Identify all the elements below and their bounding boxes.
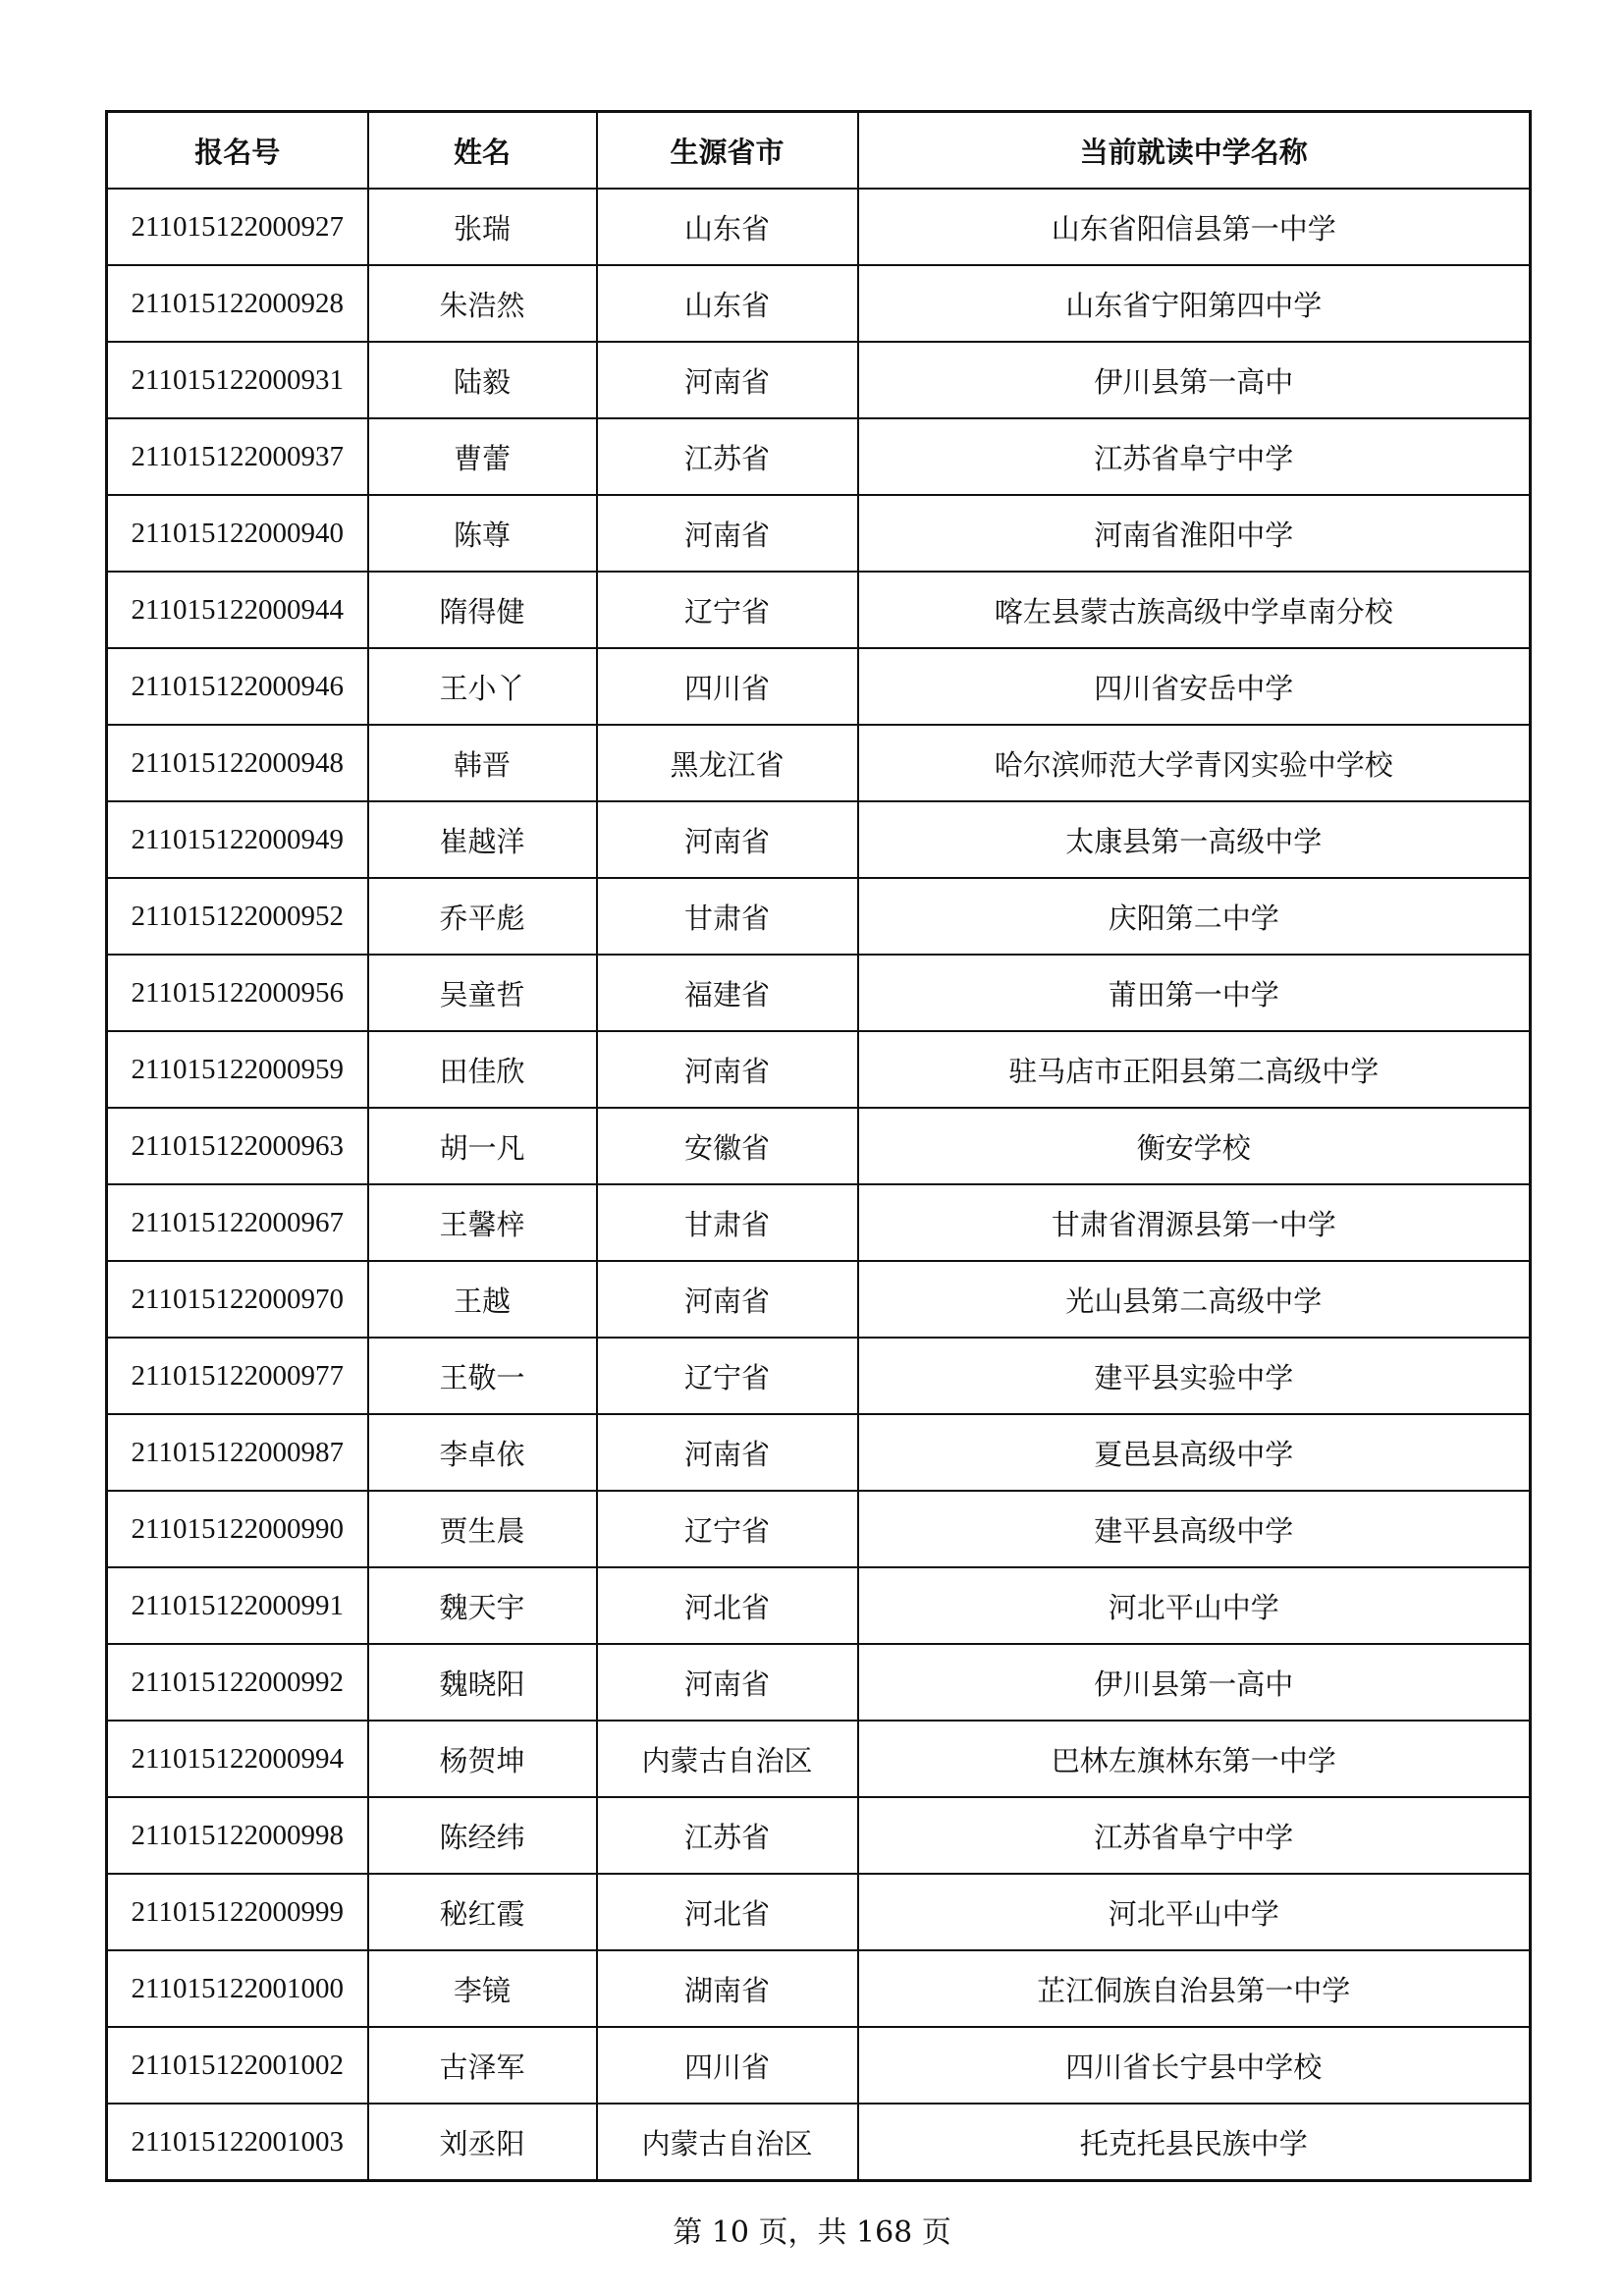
cell-registration-number: 211015122000944 <box>107 572 368 648</box>
cell-school-name: 四川省安岳中学 <box>858 648 1531 725</box>
cell-province: 河南省 <box>597 495 858 572</box>
cell-registration-number: 211015122000959 <box>107 1031 368 1108</box>
cell-student-name: 魏天宇 <box>368 1567 597 1644</box>
table-row <box>107 648 1531 725</box>
table-header <box>107 112 1531 190</box>
table-row <box>107 1491 1531 1567</box>
cell-province: 辽宁省 <box>597 1491 858 1567</box>
cell-student-name: 李卓依 <box>368 1414 597 1491</box>
cell-school-name: 建平县高级中学 <box>858 1491 1531 1567</box>
cell-student-name: 王小丫 <box>368 648 597 725</box>
cell-student-name: 刘丞阳 <box>368 2104 597 2181</box>
table-row <box>107 1108 1531 1184</box>
table-row <box>107 495 1531 572</box>
cell-school-name: 建平县实验中学 <box>858 1338 1531 1414</box>
cell-student-name: 张瑞 <box>368 189 597 265</box>
table-row <box>107 1261 1531 1338</box>
cell-school-name: 江苏省阜宁中学 <box>858 418 1531 495</box>
header-row <box>107 112 1531 190</box>
cell-registration-number: 211015122000956 <box>107 955 368 1031</box>
cell-registration-number: 211015122000949 <box>107 801 368 878</box>
cell-registration-number: 211015122000977 <box>107 1338 368 1414</box>
table-row <box>107 1721 1531 1797</box>
table-row <box>107 189 1531 265</box>
cell-student-name: 胡一凡 <box>368 1108 597 1184</box>
cell-student-name: 王敬一 <box>368 1338 597 1414</box>
cell-province: 河北省 <box>597 1567 858 1644</box>
table-row <box>107 1567 1531 1644</box>
cell-student-name: 隋得健 <box>368 572 597 648</box>
header-name: 姓名 <box>368 112 597 190</box>
cell-student-name: 吴童哲 <box>368 955 597 1031</box>
cell-registration-number: 211015122001003 <box>107 2104 368 2181</box>
cell-registration-number: 211015122000987 <box>107 1414 368 1491</box>
cell-province: 辽宁省 <box>597 572 858 648</box>
table-body <box>107 189 1531 2181</box>
cell-school-name: 伊川县第一高中 <box>858 342 1531 418</box>
cell-school-name: 哈尔滨师范大学青冈实验中学校 <box>858 725 1531 801</box>
table-row <box>107 2104 1531 2181</box>
cell-province: 河北省 <box>597 1874 858 1950</box>
cell-school-name: 夏邑县高级中学 <box>858 1414 1531 1491</box>
cell-province: 甘肃省 <box>597 878 858 955</box>
cell-student-name: 陆毅 <box>368 342 597 418</box>
cell-registration-number: 211015122001002 <box>107 2027 368 2104</box>
cell-student-name: 陈经纬 <box>368 1797 597 1874</box>
cell-student-name: 王越 <box>368 1261 597 1338</box>
table-row <box>107 878 1531 955</box>
cell-registration-number: 211015122000963 <box>107 1108 368 1184</box>
cell-province: 山东省 <box>597 265 858 342</box>
cell-province: 四川省 <box>597 2027 858 2104</box>
cell-registration-number: 211015122001000 <box>107 1950 368 2027</box>
cell-registration-number: 211015122000940 <box>107 495 368 572</box>
cell-student-name: 乔平彪 <box>368 878 597 955</box>
header-province: 生源省市 <box>597 112 858 190</box>
cell-school-name: 衡安学校 <box>858 1108 1531 1184</box>
cell-province: 内蒙古自治区 <box>597 1721 858 1797</box>
cell-province: 湖南省 <box>597 1950 858 2027</box>
cell-school-name: 喀左县蒙古族高级中学卓南分校 <box>858 572 1531 648</box>
cell-province: 江苏省 <box>597 1797 858 1874</box>
cell-school-name: 驻马店市正阳县第二高级中学 <box>858 1031 1531 1108</box>
table-row <box>107 572 1531 648</box>
cell-province: 河南省 <box>597 801 858 878</box>
cell-school-name: 山东省阳信县第一中学 <box>858 189 1531 265</box>
table-row <box>107 1797 1531 1874</box>
table-row <box>107 2027 1531 2104</box>
cell-school-name: 巴林左旗林东第一中学 <box>858 1721 1531 1797</box>
cell-province: 四川省 <box>597 648 858 725</box>
cell-student-name: 杨贺坤 <box>368 1721 597 1797</box>
table-row <box>107 801 1531 878</box>
cell-registration-number: 211015122000992 <box>107 1644 368 1721</box>
cell-province: 甘肃省 <box>597 1184 858 1261</box>
cell-school-name: 托克托县民族中学 <box>858 2104 1531 2181</box>
cell-registration-number: 211015122000937 <box>107 418 368 495</box>
cell-registration-number: 211015122000970 <box>107 1261 368 1338</box>
header-registration-number: 报名号 <box>107 112 368 190</box>
cell-school-name: 河南省淮阳中学 <box>858 495 1531 572</box>
cell-school-name: 河北平山中学 <box>858 1567 1531 1644</box>
cell-registration-number: 211015122000946 <box>107 648 368 725</box>
cell-province: 山东省 <box>597 189 858 265</box>
table-row <box>107 1031 1531 1108</box>
cell-province: 内蒙古自治区 <box>597 2104 858 2181</box>
cell-registration-number: 211015122000948 <box>107 725 368 801</box>
cell-registration-number: 211015122000927 <box>107 189 368 265</box>
cell-registration-number: 211015122000928 <box>107 265 368 342</box>
cell-student-name: 朱浩然 <box>368 265 597 342</box>
cell-school-name: 伊川县第一高中 <box>858 1644 1531 1721</box>
cell-student-name: 魏晓阳 <box>368 1644 597 1721</box>
cell-province: 江苏省 <box>597 418 858 495</box>
cell-registration-number: 211015122000967 <box>107 1184 368 1261</box>
cell-province: 河南省 <box>597 1644 858 1721</box>
cell-province: 黑龙江省 <box>597 725 858 801</box>
table-row <box>107 955 1531 1031</box>
cell-province: 河南省 <box>597 342 858 418</box>
cell-school-name: 庆阳第二中学 <box>858 878 1531 955</box>
cell-province: 安徽省 <box>597 1108 858 1184</box>
cell-school-name: 河北平山中学 <box>858 1874 1531 1950</box>
cell-school-name: 光山县第二高级中学 <box>858 1261 1531 1338</box>
cell-student-name: 陈尊 <box>368 495 597 572</box>
cell-registration-number: 211015122000999 <box>107 1874 368 1950</box>
cell-school-name: 甘肃省渭源县第一中学 <box>858 1184 1531 1261</box>
cell-school-name: 江苏省阜宁中学 <box>858 1797 1531 1874</box>
cell-student-name: 李镜 <box>368 1950 597 2027</box>
cell-registration-number: 211015122000931 <box>107 342 368 418</box>
page-number-footer: 第 10 页，共 168 页 <box>673 2215 951 2250</box>
table-row <box>107 265 1531 342</box>
cell-student-name: 田佳欣 <box>368 1031 597 1108</box>
cell-student-name: 崔越洋 <box>368 801 597 878</box>
cell-province: 河南省 <box>597 1261 858 1338</box>
cell-province: 辽宁省 <box>597 1338 858 1414</box>
cell-registration-number: 211015122000990 <box>107 1491 368 1567</box>
table-row <box>107 1184 1531 1261</box>
table-row <box>107 725 1531 801</box>
cell-student-name: 王馨梓 <box>368 1184 597 1261</box>
cell-province: 河南省 <box>597 1414 858 1491</box>
cell-registration-number: 211015122000952 <box>107 878 368 955</box>
table-row <box>107 1414 1531 1491</box>
cell-student-name: 秘红霞 <box>368 1874 597 1950</box>
cell-registration-number: 211015122000994 <box>107 1721 368 1797</box>
cell-province: 福建省 <box>597 955 858 1031</box>
cell-province: 河南省 <box>597 1031 858 1108</box>
cell-student-name: 曹蕾 <box>368 418 597 495</box>
table-row <box>107 418 1531 495</box>
cell-school-name: 芷江侗族自治县第一中学 <box>858 1950 1531 2027</box>
cell-student-name: 贾生晨 <box>368 1491 597 1567</box>
cell-student-name: 韩晋 <box>368 725 597 801</box>
cell-registration-number: 211015122000991 <box>107 1567 368 1644</box>
table-row <box>107 1874 1531 1950</box>
table-row <box>107 1644 1531 1721</box>
header-school: 当前就读中学名称 <box>858 112 1531 190</box>
table-row <box>107 1950 1531 2027</box>
cell-school-name: 太康县第一高级中学 <box>858 801 1531 878</box>
cell-registration-number: 211015122000998 <box>107 1797 368 1874</box>
table-row <box>107 342 1531 418</box>
roster-table <box>105 110 1532 2182</box>
table-row <box>107 1338 1531 1414</box>
cell-school-name: 山东省宁阳第四中学 <box>858 265 1531 342</box>
cell-student-name: 古泽军 <box>368 2027 597 2104</box>
cell-school-name: 莆田第一中学 <box>858 955 1531 1031</box>
cell-school-name: 四川省长宁县中学校 <box>858 2027 1531 2104</box>
